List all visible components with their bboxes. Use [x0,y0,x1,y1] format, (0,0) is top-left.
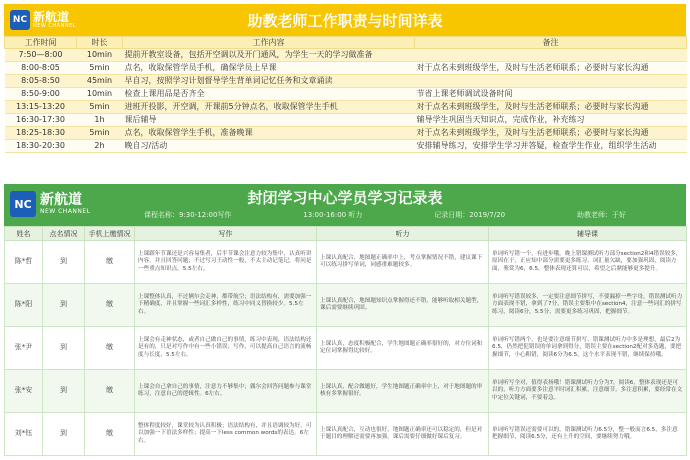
table-row [5,140,687,153]
table-row [5,370,687,413]
cell-listening: 上课认真配合，地图题正确率中上，考点掌握情况不错，建议课下可以练习拼写单词，同感重难题较多。 [317,241,489,284]
cell-tutoring: 单词听写错两个，也是要注意细节拼写，错课测试听力中多是理想，最后2为6.5，仍然把犯错误的单词拿到得分，错误主要在section2配对多选题，要把握细节，小心粗错，阅读6分为6.5，这个水平表现不错，继续保持哦。 [489,327,687,370]
cell-note: 对于点名未到班级学生，及时与生活老师联系；必要时与家长沟通 [415,127,687,140]
nc-logo-icon: NC [10,10,30,30]
brand-name-en: NEW CHANNEL [33,23,77,29]
cell-content: 点名，收取保管学员手机，确保学员上早课 [123,62,415,75]
study-record-header [4,184,686,226]
table-row [5,284,687,327]
cell-roll-call: 到 [43,413,85,456]
cell-note [415,75,687,88]
column-header-roll-call: 点名情况 [43,227,85,241]
cell-phone: 缴 [85,370,135,413]
cell-content: 进班开投影，开空调，开课前5分钟点名，收取保管学生手机 [123,101,415,114]
cell-note: 对于点名未到班级学生，及时与生活老师联系；必要时与家长沟通 [415,101,687,114]
duty-schedule-grid [4,36,687,153]
cell-phone: 缴 [85,284,135,327]
cell-listening: 上课认真配合，地图题知识点掌握得还不错，能够听取相关题型，课后需要继续巩固。 [317,284,489,327]
cell-duration: 10min [77,88,123,101]
column-header-note: 备注 [415,37,687,49]
study-record-table [4,184,686,456]
cell-content: 早自习，按照学习计划督导学生背单词记忆任务和文章诵读 [123,75,415,88]
study-record-title: 封闭学习中心学员学习记录表 [247,189,443,207]
course-time: 13:00-16:00 听力 [303,211,363,219]
cell-note: 节省上课老师调试设备时间 [415,88,687,101]
cell-student-name: 刘*钰 [5,413,43,456]
cell-phone: 缴 [85,327,135,370]
cell-time: 16:30-17:30 [5,114,77,127]
cell-writing: 上课会自己拿自己的事情，注意力不够集中；偶尔会回答问题参与课堂练习，注意自己的逻辑性。6左右。 [135,370,317,413]
cell-duration: 5min [77,101,123,114]
cell-writing: 整体程度较好，课堂较为认真积极；语法结构有，并且语调较为好，可以加强一下语法多样性；提高一下less common words的表达。6左右。 [135,413,317,456]
table-row [5,62,687,75]
cell-roll-call: 到 [43,370,85,413]
table-row [5,101,687,114]
column-header-name: 姓名 [5,227,43,241]
column-header-tutoring: 辅导课 [489,227,687,241]
cell-listening: 上课认真配合，互动也很好，地图题正确率还可以稳定的，但是对于题目的理解还需要再加强，课后需要仔细做好课后复习。 [317,413,489,456]
cell-writing: 上课跟年节课还是兴容易集者，后半节课会注意力较为集中，认真听讲内容，并且回答问题；不过写习王动性一般，不太主动记笔记，将问是一些重点知识点。5.5左右。 [135,241,317,284]
cell-student-name: 张*安 [5,370,43,413]
brand-name: 新航道 [40,192,82,208]
table-row [5,327,687,370]
cell-time: 8:00-8:05 [5,62,77,75]
record-info-line [144,210,626,220]
cell-tutoring: 单词听写错误还需要可以的，错课测试听力6.5分，整一般而言6.5，多注意把握细节，阅读6.5分，还有上升的空间，要继续努力哦。 [489,413,687,456]
nc-logo-icon: NC [10,191,36,217]
column-header-time: 工作时间 [5,37,77,49]
cell-duration: 2h [77,140,123,153]
column-header-listening: 听力 [317,227,489,241]
duty-schedule-header [4,4,686,36]
cell-duration: 5min [77,62,123,75]
cell-tutoring: 单词听写错误较多，一定要注意细节拼写，不要漏掉一些字母，错误测试听力方面表现不错，拿到了7分，错误主要集中在section4，注意一些词汇的拼写练习，阅读6分，5.5分，需要更多练习巩固，把握细节。 [489,284,687,327]
cell-duration: 5min [77,127,123,140]
cell-duration: 45min [77,75,123,88]
cell-note: 安排辅导练习，安排学生学习并答疑，检查学生作业，组织学生活动 [415,140,687,153]
cell-time: 7:50—8:00 [5,49,77,62]
cell-tutoring: 单词听写全对，值得表扬哦！错课测试听力分为7，阅读6，整体表现还是可以的，听力方面要多注意平时词汇积累，注意细节，多注意积累，要经常在文中定位关键词，不要着急。 [489,370,687,413]
cell-content: 点名，收取保管学生手机，准备晚课 [123,127,415,140]
table-row [5,49,687,62]
cell-student-name: 陈*哲 [5,241,43,284]
cell-listening: 上课认真，配合做题好，学生地图题正确率中上，对于地图题的审核有多掌握很好。 [317,370,489,413]
cell-student-name: 张*尹 [5,327,43,370]
cell-content: 晚自习/活动 [123,140,415,153]
cell-time: 18:25-18:30 [5,127,77,140]
brand-name-en: NEW CHANNEL [40,208,91,215]
brand-name: 新航道 [33,10,70,24]
cell-note [415,49,687,62]
table-row [5,114,687,127]
table-row [5,413,687,456]
study-record-grid [4,226,687,456]
duty-schedule-table [4,4,686,164]
cell-content: 检查上课用品是否齐全 [123,88,415,101]
cell-time: 8:05-8:50 [5,75,77,88]
table-row [5,127,687,140]
cell-duration: 10min [77,49,123,62]
cell-phone: 缴 [85,413,135,456]
column-header-writing: 写作 [135,227,317,241]
cell-writing: 上课会有走神状态，或者自己做自己的事情，练习中表现，语法结构还是有的，只是对写作中有一些小错误；写作，可以提高自己语言的流畅度与长度，5.5左右。 [135,327,317,370]
column-header-content: 工作内容 [123,37,415,49]
cell-phone: 缴 [85,241,135,284]
cell-writing: 上课整体认真，不过俩尔会走神，都带航空；语法结构有，需要加强一下精确度，并且掌握一些词汇多样性，练习中同义替换较少。5.5左右。 [135,284,317,327]
tutor-name: 助教老师：于好 [576,211,626,219]
table-row [5,75,687,88]
cell-note: 辅导学生巩固当天知识点，完成作业，补充练习 [415,114,687,127]
cell-roll-call: 到 [43,241,85,284]
duty-schedule-title: 助教老师工作职责与时间详表 [247,12,443,30]
record-date: 记录日期：2019/7/20 [434,211,506,219]
cell-listening: 上课认真，态度积极配合，学生地图题正确率很好的，对方位词和定位词掌握得比较好。 [317,327,489,370]
cell-time: 18:30-20:30 [5,140,77,153]
cell-content: 提前开教室设备，包括开空调以及开门通风，为学生一天的学习做准备 [123,49,415,62]
course-name: 课程名称：9:30-12:00写作 [144,211,232,219]
cell-roll-call: 到 [43,284,85,327]
cell-note: 对于点名未到班级学生，及时与生活老师联系；必要时与家长沟通 [415,62,687,75]
cell-time: 13:15-13:20 [5,101,77,114]
table-row [5,241,687,284]
column-header-duration: 时长 [77,37,123,49]
cell-student-name: 陈*阳 [5,284,43,327]
cell-roll-call: 到 [43,327,85,370]
table-row [5,88,687,101]
column-header-phone: 手机上缴情况 [85,227,135,241]
cell-time: 8:50-9:00 [5,88,77,101]
cell-duration: 1h [77,114,123,127]
cell-tutoring: 单词听写错一个，有进步哦。晚上错课测试听力部分section2和4错误较多，原因在于，正应知中部分需要更多练习，词汇量欠缺，要加强巩固，阅读方面，鉴赏为6，6.5，整体表现还算可以，希望之后鼎能够更多提升。 [489,241,687,284]
cell-content: 课后辅导 [123,114,415,127]
